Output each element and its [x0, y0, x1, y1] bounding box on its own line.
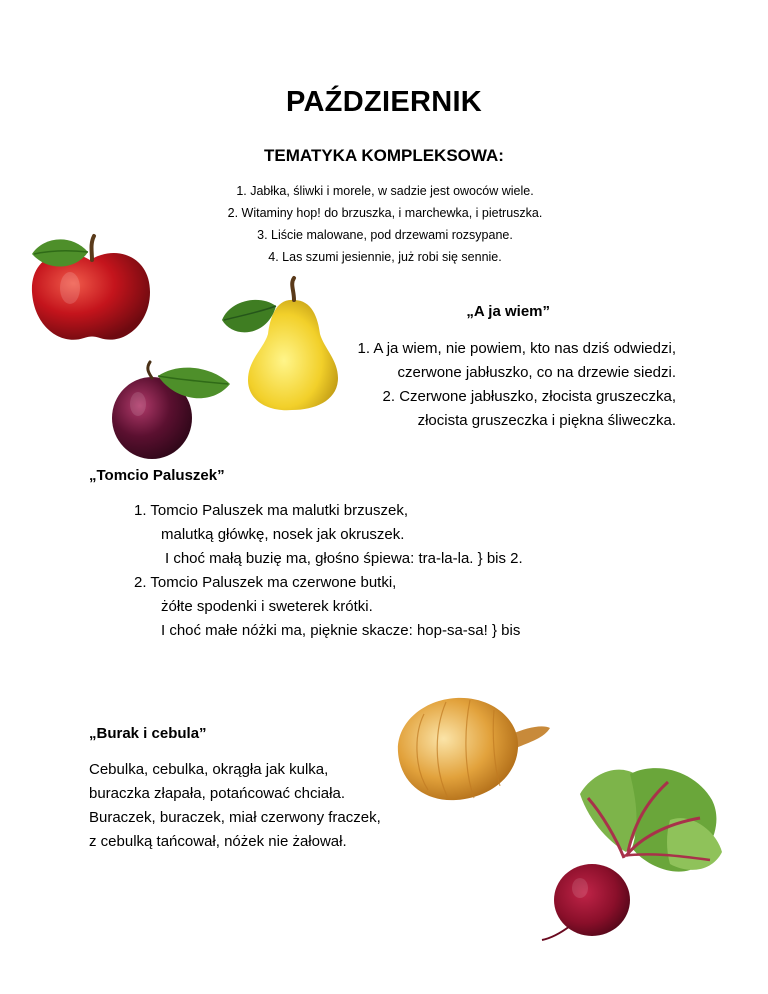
section-subtitle: TEMATYKA KOMPLEKSOWA: — [264, 146, 504, 165]
lyric-line: 1. A ja wiem, nie powiem, kto nas dziś odwiedzi, — [357, 340, 676, 357]
topic-item: 2. Witaminy hop! do brzuszka, i marchewka, i pietruszka. — [227, 206, 543, 220]
lyric-line: 1. Tomcio Paluszek ma malutki brzuszek, — [134, 502, 408, 519]
song-title-tomcio-paluszek: „Tomcio Paluszek” — [89, 467, 225, 484]
song-title-burak-i-cebula: „Burak i cebula” — [89, 725, 207, 742]
page-title: PAŹDZIERNIK — [285, 86, 483, 118]
lyric-line: I choć małą buzię ma, głośno śpiewa: tra-la-la. } bis 2. — [165, 550, 523, 567]
lyric-line: złocista gruszeczka i piękna śliweczka. — [417, 412, 676, 429]
apple-icon — [24, 230, 154, 350]
topic-item: 4. Las szumi jesiennie, już robi się sennie. — [268, 250, 502, 264]
beet-icon — [540, 760, 725, 945]
topic-item: 3. Liście malowane, pod drzewami rozsypane. — [257, 228, 513, 242]
lyric-line: malutką główkę, nosek jak okruszek. — [161, 526, 405, 543]
topic-item: 1. Jabłka, śliwki i morele, w sadzie jest owoców wiele. — [236, 184, 534, 198]
lyric-line: z cebulką tańcował, nóżek nie żałował. — [89, 833, 347, 850]
lyric-line: I choć małe nóżki ma, pięknie skacze: hop-sa-sa! } bis — [161, 622, 521, 639]
song-a-ja-wiem-lyrics — [256, 337, 676, 433]
lyric-line: Buraczek, buraczek, miał czerwony fraczek, — [89, 809, 381, 826]
plum-icon — [108, 362, 233, 462]
lyric-line: żółte spodenki i sweterek krótki. — [161, 598, 373, 615]
song-title-a-ja-wiem: „A ja wiem” — [466, 303, 550, 320]
song-burak-lyrics — [89, 758, 429, 854]
lyric-line: Cebulka, cebulka, okrągła jak kulka, — [89, 761, 329, 778]
lyric-line: buraczka złapała, potańcować chciała. — [89, 785, 345, 802]
song-tomcio-lyrics — [134, 499, 614, 643]
lyric-line: 2. Tomcio Paluszek ma czerwone butki, — [134, 574, 397, 591]
topics-list — [150, 180, 620, 268]
lyric-line: czerwone jabłuszko, co na drzewie siedzi. — [397, 364, 676, 381]
lyric-line: 2. Czerwone jabłuszko, złocista gruszeczka, — [382, 388, 676, 405]
